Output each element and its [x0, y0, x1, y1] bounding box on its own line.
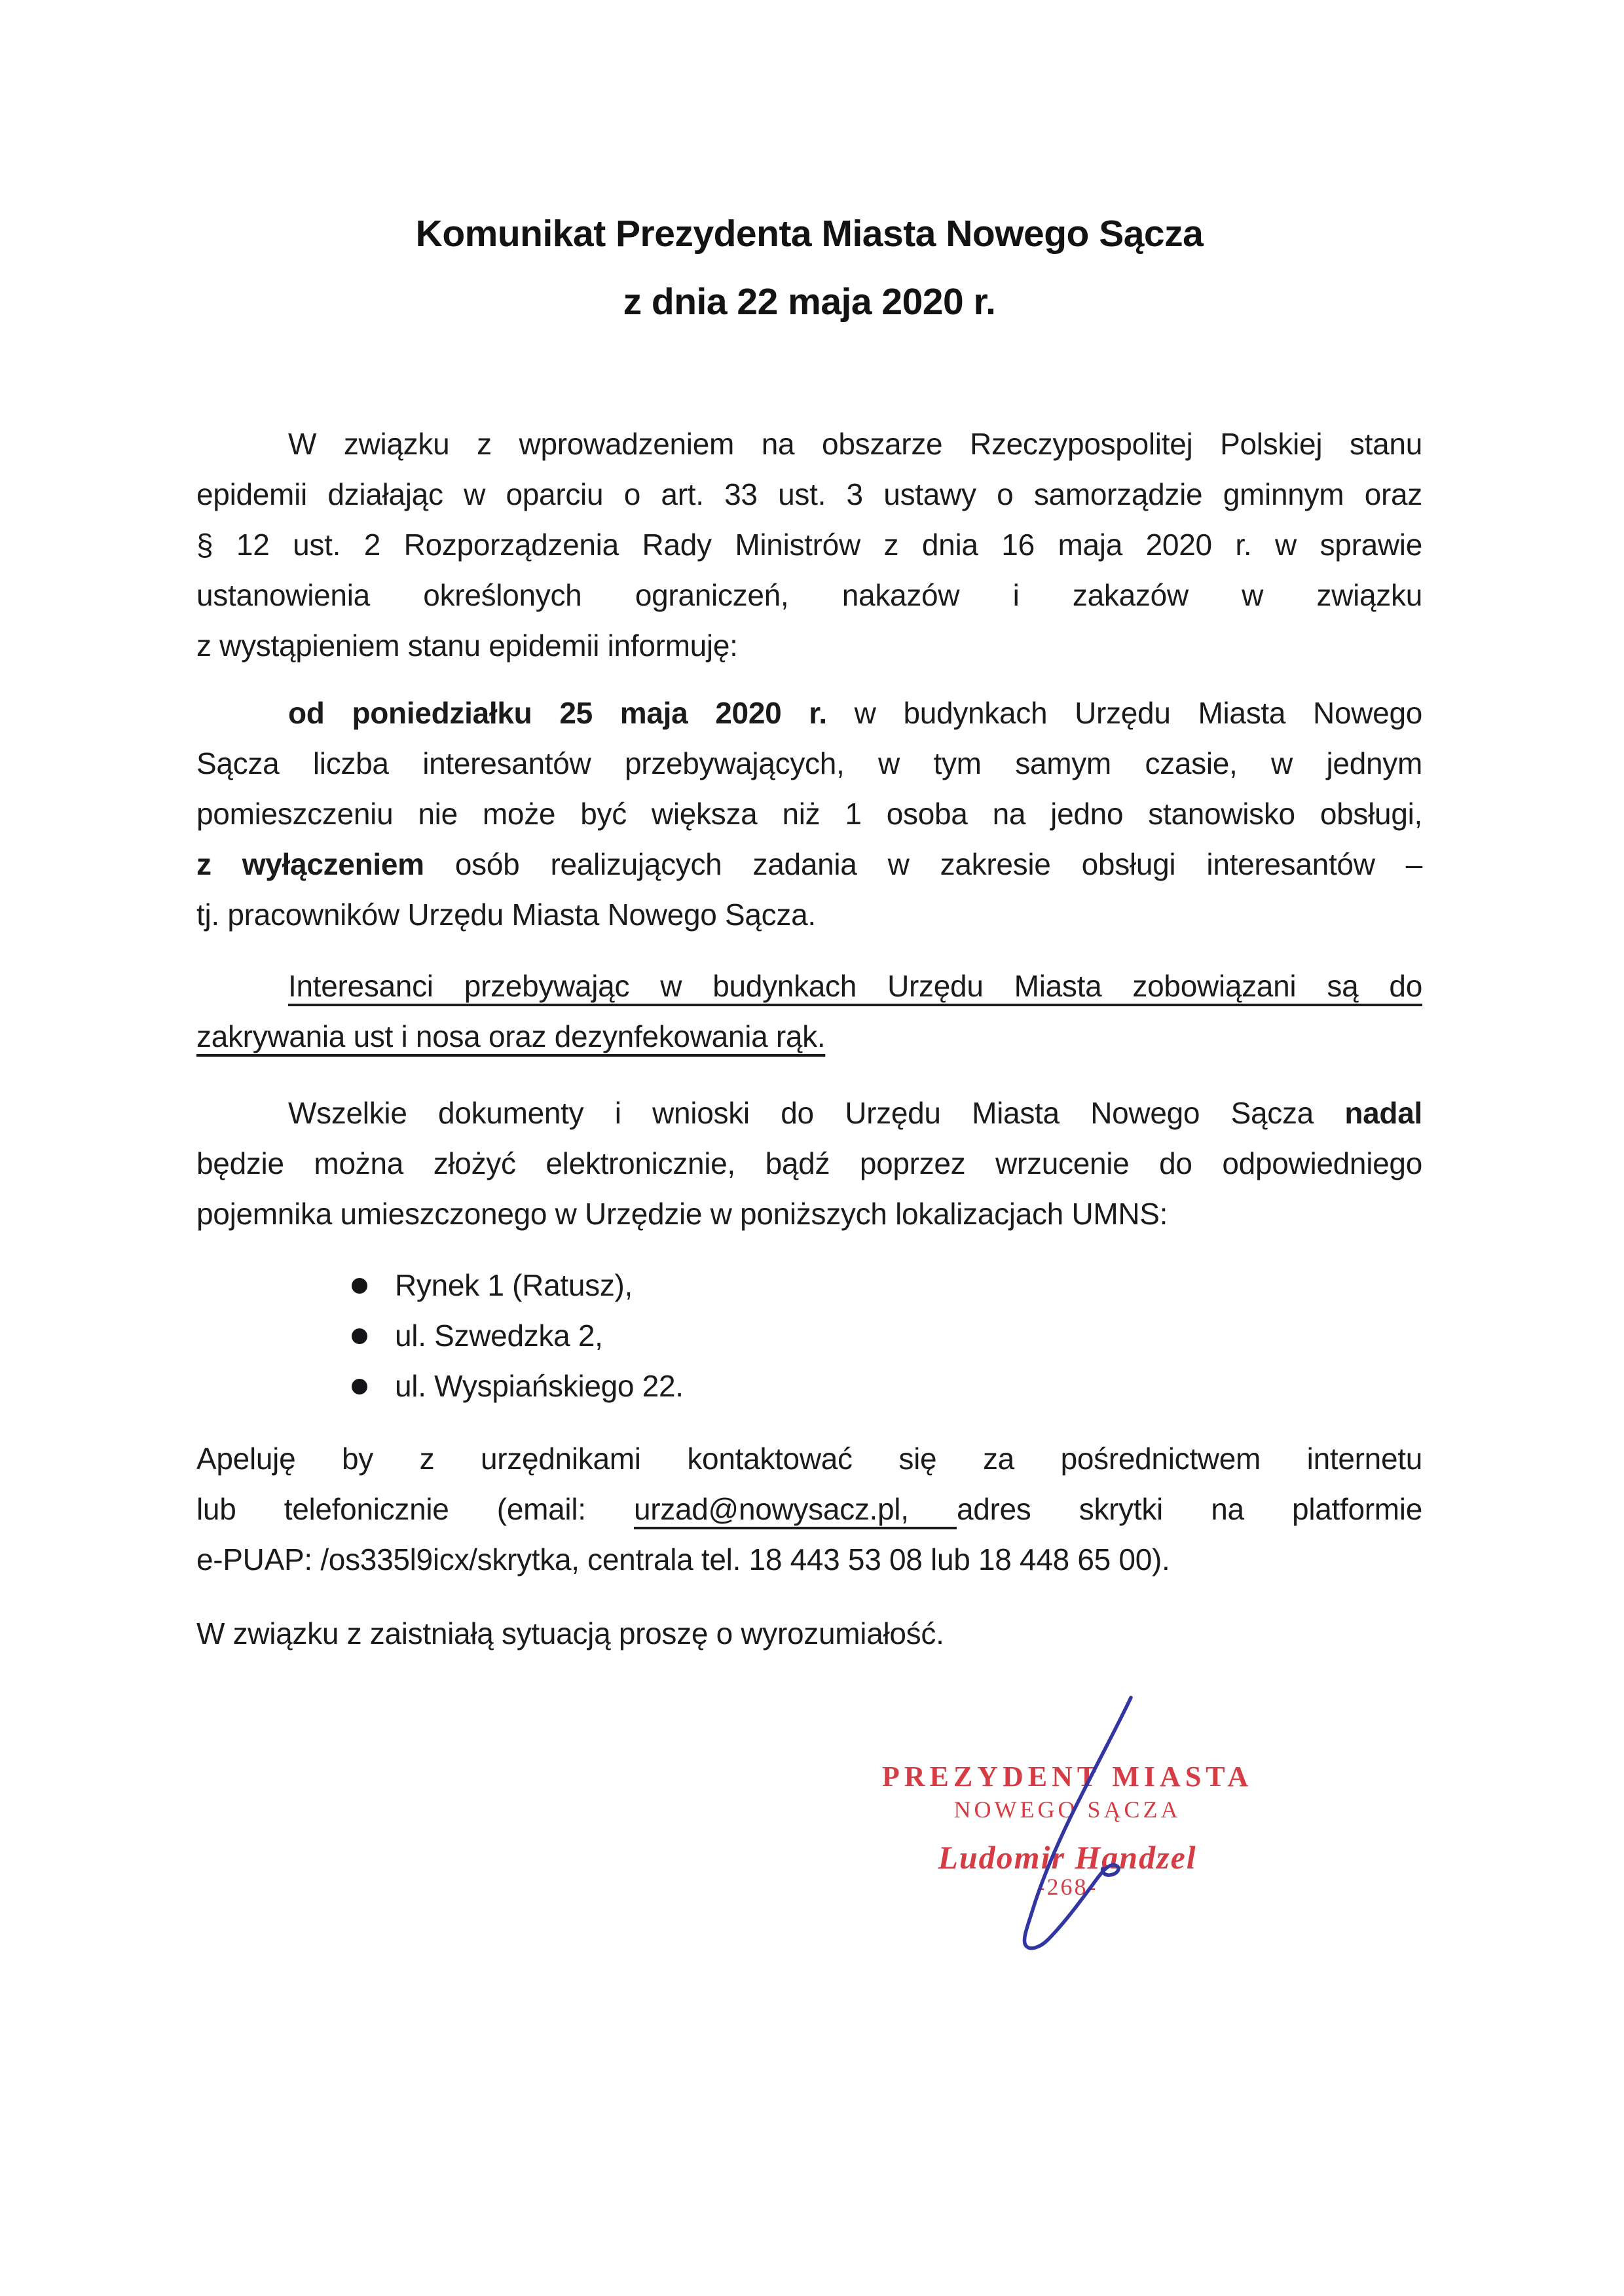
text-segment: § 12 ust. 2 Rozporządzenia Rady Ministrów z dnia 16 maja 2020 r. w sprawie — [196, 528, 1422, 562]
text-line — [196, 1011, 1422, 1062]
signature-stroke — [1024, 1698, 1131, 1948]
intro-paragraph — [196, 419, 1422, 671]
text-line — [196, 1189, 1422, 1239]
mask-obligation-paragraph — [196, 961, 1422, 1062]
text-segment: w budynkach Urzędu Miasta Nowego — [826, 696, 1423, 730]
text-segment: W związku z zaistniałą sytuacją proszę o wyrozumiałość. — [196, 1616, 944, 1650]
text-segment: tj. pracowników Urzędu Miasta Nowego Sącza. — [196, 898, 816, 932]
title-line-1: Komunikat Prezydenta Miasta Nowego Sącza — [415, 213, 1204, 255]
text-segment: Wszelkie dokumenty i wnioski do Urzędu Miasta Nowego Sącza — [288, 1096, 1345, 1130]
text-segment: lub telefonicznie (email: — [196, 1492, 634, 1526]
text-line — [196, 520, 1422, 570]
text-segment: adres skrytki na platformie — [956, 1492, 1423, 1526]
text-segment: Interesanci przebywając w budynkach Urzędu Miasta zobowiązani są do — [288, 969, 1422, 1003]
text-segment: Sącza liczba interesantów przebywających, w tym samym czasie, w jednym — [196, 746, 1422, 780]
text-line — [196, 570, 1422, 621]
text-line — [196, 1434, 1422, 1484]
limit-paragraph — [196, 688, 1422, 940]
text-segment: W związku z wprowadzeniem na obszarze Rzeczypospolitej Polskiej stanu — [288, 427, 1422, 461]
text-line — [196, 961, 1422, 1011]
closing-paragraph — [196, 1609, 1422, 1659]
text-line — [196, 1484, 1422, 1535]
documents-paragraph — [196, 1088, 1422, 1239]
text-line — [196, 469, 1422, 520]
text-line — [196, 839, 1422, 890]
list-item: Rynek 1 (Ratusz), — [196, 1260, 1422, 1311]
text-segment: od poniedziałku 25 maja 2020 r. — [288, 696, 827, 730]
text-segment: nadal — [1344, 1096, 1422, 1130]
stamp-signatory-name: Ludomir Handzel — [938, 1839, 1197, 1876]
stamp-number: -268- — [1037, 1874, 1098, 1900]
text-segment: osób realizujących zadania w zakresie obsługi interesantów – — [424, 847, 1422, 881]
text-line — [196, 1088, 1422, 1139]
text-segment: ustanowienia określonych ograniczeń, nakazów i zakazów w związku — [196, 578, 1422, 612]
document-body — [196, 419, 1422, 1659]
text-segment: e-PUAP: /os335l9icx/skrytka, centrala tel. 18 443 53 08 lub 18 448 65 00). — [196, 1542, 1170, 1576]
contact-paragraph — [196, 1434, 1422, 1585]
text-line — [196, 1535, 1422, 1585]
text-segment: zakrywania ust i nosa oraz dezynfekowania rąk. — [196, 1019, 826, 1053]
text-line — [196, 1609, 1422, 1659]
text-segment: będzie można złożyć elektronicznie, bądź poprzez wrzucenie do odpowiedniego — [196, 1146, 1422, 1180]
list-item: ul. Wyspiańskiego 22. — [196, 1361, 1422, 1412]
stamp-city-line: NOWEGO SĄCZA — [953, 1796, 1181, 1823]
text-segment: z wyłączeniem — [196, 847, 424, 881]
locations-list — [196, 1260, 1422, 1412]
email-text: urzad@nowysacz.pl, — [633, 1492, 957, 1526]
text-line — [196, 890, 1422, 940]
title-line-2: z dnia 22 maja 2020 r. — [623, 281, 996, 323]
text-line — [196, 789, 1422, 839]
text-line — [196, 1139, 1422, 1189]
text-line — [196, 738, 1422, 789]
text-segment: z wystąpieniem stanu epidemii informuję: — [196, 629, 738, 663]
text-line — [196, 419, 1422, 469]
stamp-title-line: PREZYDENT MIASTA — [881, 1760, 1253, 1793]
list-item: ul. Szwedzka 2, — [196, 1311, 1422, 1361]
text-line — [196, 621, 1422, 671]
document-title — [196, 200, 1422, 336]
text-segment: pojemnika umieszczonego w Urzędzie w poniższych lokalizacjach UMNS: — [196, 1197, 1168, 1231]
handwritten-signature — [917, 1676, 1153, 2043]
text-segment: Apeluję by z urzędnikami kontaktować się za pośrednictwem internetu — [196, 1442, 1422, 1476]
text-segment: pomieszczeniu nie może być większa niż 1 osoba na jedno stanowisko obsługi, — [196, 797, 1422, 831]
text-line — [196, 688, 1422, 738]
text-segment: epidemii działając w oparciu o art. 33 ust. 3 ustawy o samorządzie gminnym oraz — [196, 477, 1422, 511]
